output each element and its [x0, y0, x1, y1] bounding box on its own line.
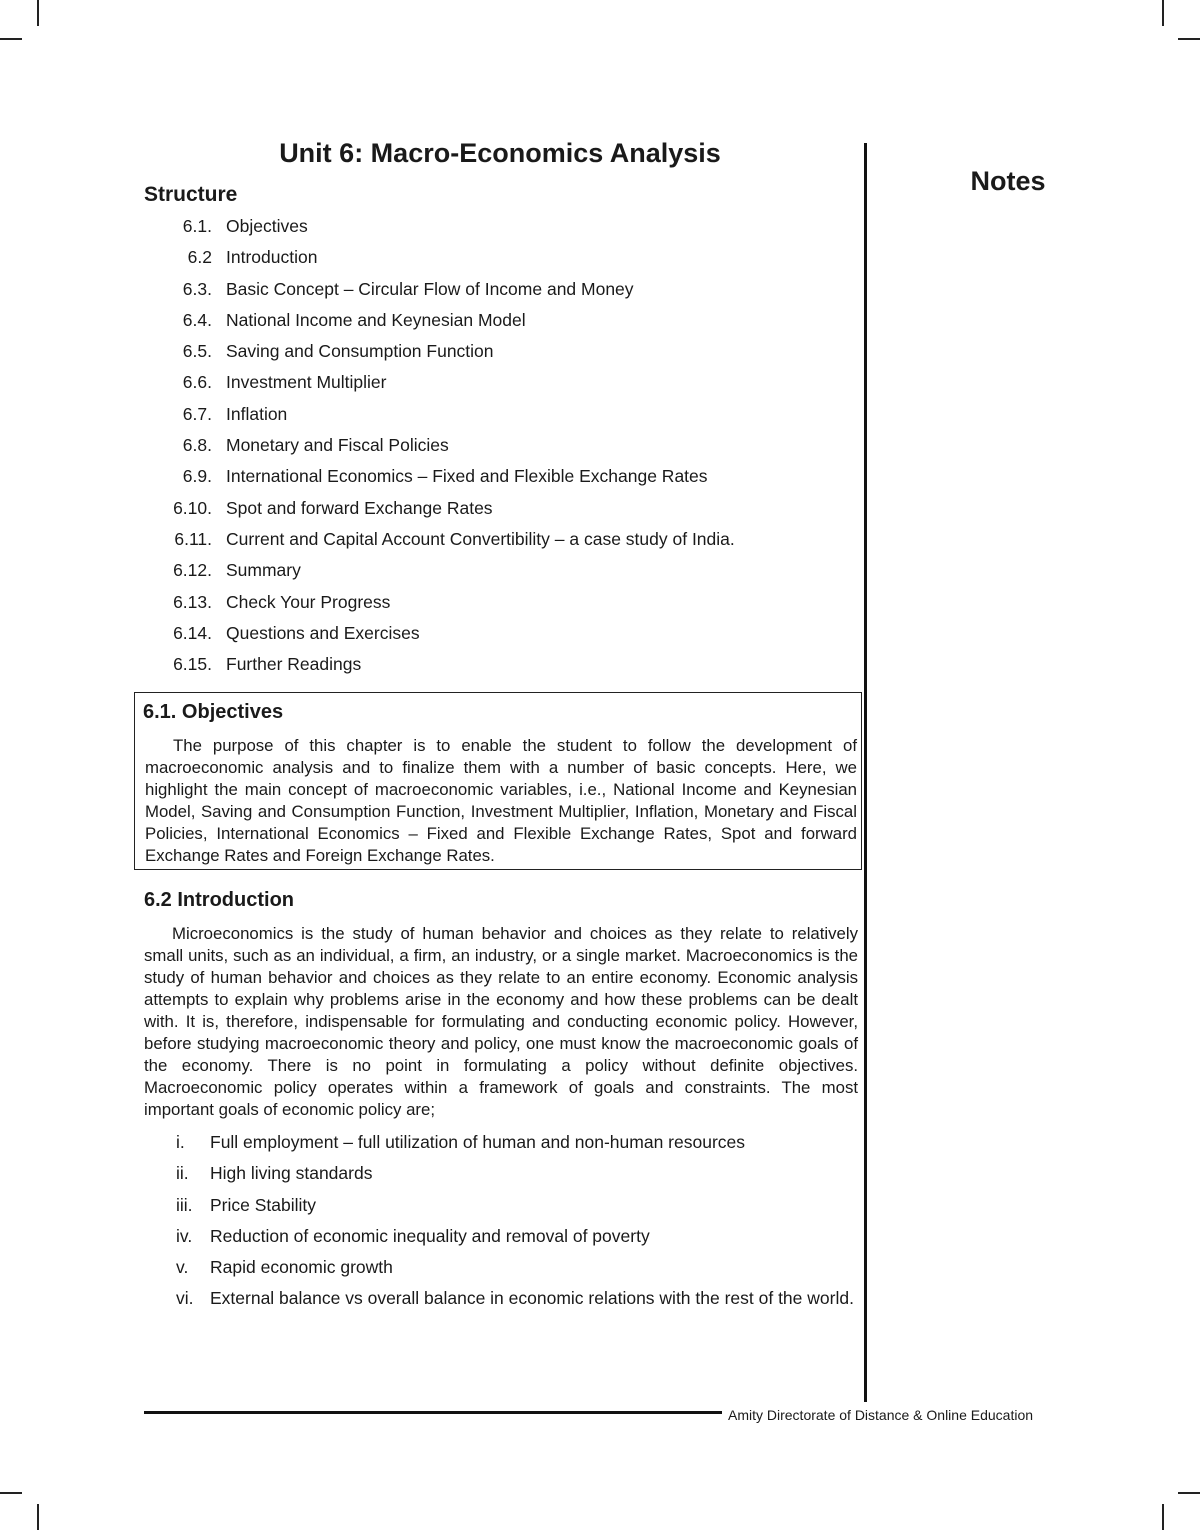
- toc-number: 6.7.: [182, 403, 212, 424]
- crop-mark: [1178, 1492, 1200, 1494]
- toc-label: Basic Concept – Circular Flow of Income and Money: [226, 278, 634, 299]
- toc-item[interactable]: [144, 619, 844, 650]
- toc-label: International Economics – Fixed and Flexible Exchange Rates: [226, 466, 708, 487]
- list-label: External balance vs overall balance in economic relations with the rest of the world.: [210, 1288, 854, 1309]
- toc-item[interactable]: [144, 368, 844, 399]
- toc-label: Inflation: [226, 403, 288, 424]
- list-label: Rapid economic growth: [210, 1257, 393, 1278]
- goals-list: [144, 1127, 858, 1315]
- list-item: [144, 1221, 858, 1252]
- notes-label: Notes: [970, 166, 1046, 196]
- list-label: Full employment – full utilization of human and non-human resources: [210, 1132, 746, 1152]
- crop-mark: [1178, 38, 1200, 40]
- list-number: v.: [176, 1257, 189, 1278]
- objectives-box: [134, 692, 862, 870]
- toc-item[interactable]: [144, 556, 844, 587]
- toc-item[interactable]: [144, 306, 844, 337]
- toc-label: Check Your Progress: [226, 591, 391, 612]
- list-number: iv.: [176, 1225, 193, 1246]
- crop-mark: [37, 1504, 39, 1530]
- list-number: ii.: [176, 1163, 189, 1184]
- page-title: Unit 6: Macro-Economics Analysis: [279, 138, 721, 168]
- objectives-text: The purpose of this chapter is to enable the student to follow the development of macroeconomic analysis and to finalize them with a number of basic concepts. Here, we highlight the main concept of macroeconomic variables, i.e., National Income and Keynesian Model, Saving and Consumption Function, Investment Multiplier, Inflation, Monetary and Fiscal Policies, International Economics – Fixed and Flexible Exchange Rates, Spot and forward Exchange Rates and Foreign Exchange Rates.: [145, 736, 857, 865]
- toc-number: 6.2: [187, 247, 212, 268]
- toc-item[interactable]: [144, 588, 844, 619]
- toc-item[interactable]: [144, 243, 844, 274]
- toc-number: 6.8.: [182, 435, 212, 456]
- toc-item[interactable]: [144, 462, 844, 493]
- footer-text: Amity Directorate of Distance & Online Education: [728, 1407, 1034, 1423]
- toc-item[interactable]: [144, 400, 844, 431]
- crop-mark: [0, 1492, 22, 1494]
- table-of-contents: [144, 212, 844, 681]
- toc-item[interactable]: [144, 337, 844, 368]
- list-item: [144, 1190, 858, 1221]
- list-number: i.: [176, 1132, 185, 1152]
- toc-number: 6.11.: [174, 528, 212, 549]
- toc-label: Investment Multiplier: [226, 372, 387, 393]
- toc-item[interactable]: [144, 212, 844, 243]
- objectives-heading: 6.1. Objectives: [143, 701, 284, 723]
- crop-mark: [1162, 1504, 1164, 1530]
- list-label: Reduction of economic inequality and removal of poverty: [210, 1225, 650, 1246]
- toc-item[interactable]: [144, 650, 844, 681]
- toc-number: 6.12.: [173, 560, 212, 581]
- crop-mark: [37, 0, 39, 26]
- list-item: [144, 1283, 858, 1314]
- toc-number: 6.5.: [182, 341, 212, 362]
- toc-label: Introduction: [226, 247, 318, 268]
- toc-item[interactable]: [144, 275, 844, 306]
- structure-heading: Structure: [144, 183, 238, 206]
- toc-number: 6.13.: [173, 591, 212, 612]
- toc-label: Monetary and Fiscal Policies: [226, 435, 449, 456]
- toc-label: Objectives: [226, 216, 308, 236]
- crop-mark: [1162, 0, 1164, 26]
- toc-number: 6.4.: [182, 309, 212, 330]
- toc-label: Summary: [226, 560, 301, 581]
- toc-label: Questions and Exercises: [226, 622, 420, 643]
- toc-number: 6.14.: [173, 622, 212, 643]
- toc-number: 6.6.: [182, 372, 212, 393]
- toc-label: Current and Capital Account Convertibility – a case study of India.: [226, 528, 735, 549]
- list-item: [144, 1252, 858, 1283]
- list-number: vi.: [176, 1288, 194, 1309]
- toc-number: 6.10.: [173, 497, 212, 518]
- list-label: High living standards: [210, 1163, 373, 1184]
- toc-item[interactable]: [144, 431, 844, 462]
- footer-rule: [144, 1411, 722, 1414]
- introduction-heading: 6.2 Introduction: [144, 889, 294, 911]
- crop-mark: [0, 38, 22, 40]
- toc-label: National Income and Keynesian Model: [226, 309, 526, 330]
- toc-number: 6.9.: [182, 466, 212, 487]
- toc-label: Saving and Consumption Function: [226, 341, 494, 362]
- list-label: Price Stability: [210, 1194, 317, 1215]
- toc-number: 6.15.: [173, 654, 212, 675]
- toc-label: Spot and forward Exchange Rates: [226, 497, 493, 518]
- list-item: [144, 1158, 858, 1189]
- margin-divider: [864, 143, 867, 1402]
- toc-item[interactable]: [144, 525, 844, 556]
- toc-label: Further Readings: [226, 654, 362, 675]
- introduction-text: Microeconomics is the study of human behavior and choices as they relate to relatively small units, such as an individual, a firm, an industry, or a single market. Macroeconomics is the study of human behavior and choices as they relate to an entire economy. Economic analysis attempts to explain why problems arise in the economy and how these problems can be dealt with. It is, therefore, indispensable for formulating and conducting economic policy. However, before studying macroeconomic theory and policy, one must know the macroeconomic goals of the economy. There is no point in formulating a policy without definite objectives. Macroeconomic policy operates within a framework of goals and constraints. The most important goals of economic policy are;: [144, 924, 858, 1119]
- toc-item[interactable]: [144, 494, 844, 525]
- toc-number: 6.1.: [182, 216, 212, 236]
- list-item: [144, 1127, 858, 1158]
- list-number: iii.: [176, 1194, 193, 1215]
- toc-number: 6.3.: [182, 278, 212, 299]
